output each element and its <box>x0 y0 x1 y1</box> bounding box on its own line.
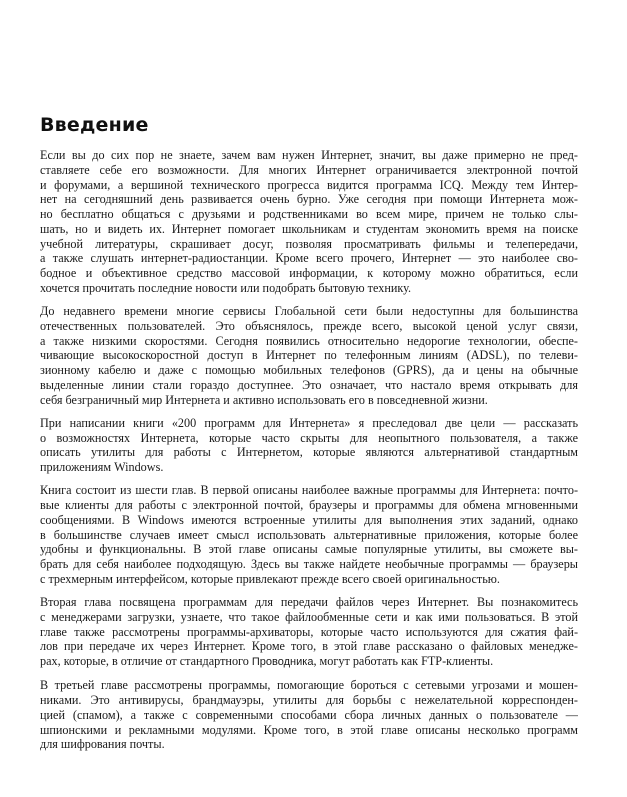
text-line: хочется прочитать последние новости или подобрать бытовую технику. <box>40 280 412 295</box>
inline-term: Проводника <box>251 656 314 668</box>
text-line: шпионскими и рекламными модулями. Кроме того, в этой главе описаны несколько программ <box>40 722 578 737</box>
text-line: До недавнего времени многие сервисы Глобальной сети были недоступны для большинства <box>40 304 578 318</box>
paragraph-5 <box>40 595 578 670</box>
text-line: чивающие высокоскоростной доступ в Интернет по телефонным линиям (ADSL), по телеви- <box>40 348 578 363</box>
text-line: а также низкими скоростями. Сегодня появились относительно недорогие технологии, обеспе- <box>40 333 578 348</box>
paragraph-2 <box>40 304 578 407</box>
text-line: и форумами, а вершиной технического прогресса видится программа ICQ. Между тем Интер- <box>40 177 578 192</box>
text-line: с менеджерами загрузки, узнаете, что такое файлообменные сети и как ими пользоваться. В этой <box>40 609 578 624</box>
text-line: шать, но и видеть их. Интернет помогает школьникам и студентам экономить время на поиске <box>40 221 578 236</box>
text-line: В третьей главе рассмотрены программы, помогающие бороться с сетевыми угрозами и мошен- <box>40 678 578 693</box>
text-fragment: , могут работать как FTP-клиенты. <box>313 654 494 668</box>
paragraph-6 <box>40 678 578 752</box>
text-line: с трехмерным интерфейсом, которые привлекают прежде всего своей оригинальностью. <box>40 571 500 586</box>
paragraph-1 <box>40 148 578 296</box>
text-line: цией (спамом), а также с современными способами сбора личных данных о пользователе — <box>40 707 578 722</box>
text-line: выделенные линии стали гораздо доступнее. Это означает, что настало время открывать для <box>40 377 578 392</box>
text-line: зионному кабелю и даже с помощью мобильных телефонов (GPRS), да и цены на обычные <box>40 363 578 377</box>
paragraph-3 <box>40 416 578 475</box>
text-line: отечественных пользователей. Это объяснялось, прежде всего, высокой ценой услуг связи, <box>40 318 578 333</box>
text-line: приложениям Windows. <box>40 460 164 474</box>
text-line: главе также рассмотрены программы-архиваторы, которые часто используются для сжатия фай- <box>40 624 578 639</box>
text-line: брать для себя наиболее подходящую. Здесь вы также найдете необычные программы — браузеры <box>40 557 578 571</box>
text-line: о возможностях Интернета, которые часто скрыты для неопытного пользователя, а также <box>40 430 578 445</box>
text-line: Книга состоит из шести глав. В первой описаны наиболее важные программы для Интернета: почто- <box>40 483 578 498</box>
text-fragment: рах, которые, в отличие от стандартного <box>40 654 252 668</box>
text-line: нет на сегодняшний день развивается очень бурно. Уже сегодня при помощи Интернета мож- <box>40 192 578 207</box>
text-line: в большинстве случаев имеет смысл использовать альтернативные приложения, которые более <box>40 527 578 542</box>
text-line: а также слушать интернет-радиостанции. Кроме всего прочего, Интернет — это наиболее сво- <box>40 251 578 266</box>
text-line: себя безграничный мир Интернета и активно использовать его в повседневной жизни. <box>40 392 488 407</box>
text-line: вые клиенты для работы с электронной почтой, браузеры и программы для обмена мгновенными <box>40 498 578 512</box>
document-page <box>40 0 578 797</box>
text-line: Вторая глава посвящена программам для передачи файлов через Интернет. Вы познакомитесь <box>40 595 578 609</box>
paragraph-4 <box>40 483 578 586</box>
text-line: никами. Это антивирусы, брандмауэры, утилиты для борьбы с нежелательной корреспонден- <box>40 693 578 707</box>
text-line: но бесплатно общаться с друзьями и родственниками во всем мире, причем не только слы- <box>40 207 578 221</box>
text-line: лов при передаче их через Интернет. Кроме того, в этой главе рассказано о файловых менеджe- <box>40 639 578 654</box>
page-title: Введение <box>40 114 149 136</box>
text-line: для шифрования почты. <box>40 737 165 752</box>
text-line-with-term <box>40 654 578 670</box>
document-body <box>40 148 578 761</box>
text-line: При написании книги «200 программ для Интернета» я преследовал две цели — рассказать <box>40 415 578 430</box>
text-line: бодное и объективное средство массовой информации, к которому можно обратиться, если <box>40 266 578 280</box>
text-line: Если вы до сих пор не знаете, зачем вам нужен Интернет, значит, вы даже примерно не пред- <box>40 148 578 162</box>
text-line: ставляете себе его возможности. Для многих Интернет ограничивается электронной почтой <box>40 162 578 177</box>
text-line: удобны и функциональны. В этой главе описаны самые популярные утилиты, вы сможете вы- <box>40 542 578 557</box>
text-line: учебной литературы, скрашивает досуг, позволяя просматривать фильмы и телепередачи, <box>40 236 578 251</box>
text-line: сообщениями. В Windows имеются встроенные утилиты для выполнения этих заданий, однако <box>40 512 578 527</box>
text-line: описать утилиты для работы с Интернетом, которые являются альтернативой стандартным <box>40 445 578 460</box>
